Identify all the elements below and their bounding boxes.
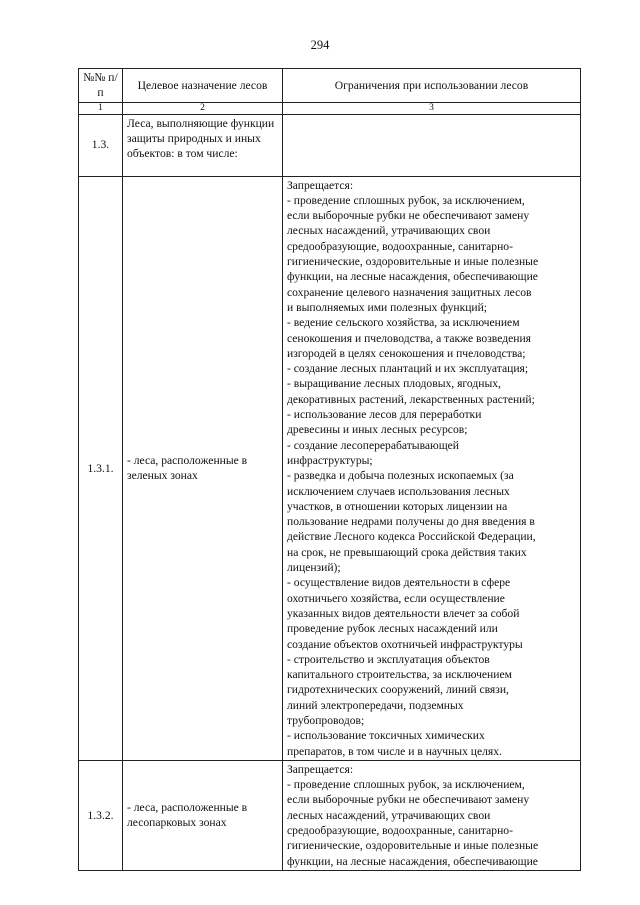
restriction-line: сохранение целевого назначения защитных лесов — [287, 285, 532, 299]
restriction-line: функции, на лесные насаждения, обеспечивающие — [287, 270, 538, 284]
restriction-line: на срок, не превышающий срока действия таких — [287, 545, 527, 559]
restriction-line: средообразующие, водоохранные, санитарно- — [287, 239, 513, 253]
restriction-line: Запрещается: — [287, 178, 354, 192]
header-purpose: Целевое назначение лесов — [123, 69, 283, 103]
restriction-line: гигиенические, оздоровительные и иные полезные — [287, 839, 539, 853]
restriction-line: - создание лесоперерабатывающей — [287, 438, 459, 452]
row-number: 1.3. — [79, 114, 123, 176]
restriction-line: - ведение сельского хозяйства, за исключением — [287, 316, 520, 330]
restriction-line: - строительство и эксплуатация объектов — [287, 652, 490, 666]
numbering-2: 2 — [123, 102, 283, 114]
numbering-3: 3 — [283, 102, 581, 114]
header-restrictions: Ограничения при использовании лесов — [283, 69, 581, 103]
row-restrictions — [283, 114, 581, 176]
restriction-line: если выборочные рубки не обеспечивают замену — [287, 209, 530, 223]
restriction-line: участков, в отношении которых лицензии на — [287, 499, 508, 513]
restriction-line: лесных насаждений, утрачивающих свои — [287, 808, 491, 822]
row-restrictions — [283, 176, 581, 760]
restriction-line: - проведение сплошных рубок, за исключением, — [287, 193, 525, 207]
restriction-line: - разведка и добыча полезных ископаемых (за — [287, 469, 514, 483]
restriction-line: лицензий); — [287, 561, 341, 575]
restriction-line: древесины и иных лесных ресурсов; — [287, 423, 468, 437]
row-purpose: - леса, расположенные в лесопарковых зонах — [123, 760, 283, 870]
restriction-line: - использование лесов для переработки — [287, 408, 482, 422]
restriction-line: проведение рубок лесных насаждений или — [287, 622, 498, 636]
forest-restrictions-table — [78, 68, 581, 871]
restriction-line: лесных насаждений, утрачивающих свои — [287, 224, 491, 238]
restriction-line: средообразующие, водоохранные, санитарно- — [287, 824, 513, 838]
restriction-line: исключением случаев использования лесных — [287, 484, 510, 498]
restriction-line: - создание лесных плантаций и их эксплуатация; — [287, 362, 529, 376]
restriction-line: создание объектов охотничьей инфраструктуры — [287, 637, 523, 651]
restriction-line: действие Лесного кодекса Российской Федерации, — [287, 530, 536, 544]
restriction-line: инфраструктуры; — [287, 453, 373, 467]
restriction-line: и выполняемых ими полезных функций; — [287, 300, 488, 314]
restriction-line: капитального строительства, за исключением — [287, 668, 512, 682]
row-number: 1.3.1. — [79, 176, 123, 760]
header-number: №№ п/п — [79, 69, 123, 103]
restriction-line: линий электропередачи, подземных — [287, 698, 464, 712]
numbering-1: 1 — [79, 102, 123, 114]
restriction-line: Запрещается: — [287, 762, 354, 776]
restriction-line: если выборочные рубки не обеспечивают замену — [287, 793, 530, 807]
column-numbering-row — [79, 102, 581, 114]
restriction-line: указанных видов деятельности влечет за собой — [287, 606, 520, 620]
restriction-line: - использование токсичных химических — [287, 729, 485, 743]
row-restrictions — [283, 760, 581, 870]
restriction-line: охотничьего хозяйства, если осуществление — [287, 591, 505, 605]
table-header-row — [79, 69, 581, 103]
restriction-line: гидротехнических сооружений, линий связи, — [287, 683, 509, 697]
restriction-line: функции, на лесные насаждения, обеспечивающие — [287, 854, 538, 868]
restriction-line: - выращивание лесных плодовых, ягодных, — [287, 377, 501, 391]
table-row — [79, 760, 581, 870]
restriction-line: пользование недрами получены до дня введения в — [287, 515, 535, 529]
restriction-line: гигиенические, оздоровительные и иные полезные — [287, 255, 539, 269]
restriction-line: сенокошения и пчеловодства, а также возведения — [287, 331, 531, 345]
table-row — [79, 176, 581, 760]
restriction-line: - проведение сплошных рубок, за исключением, — [287, 778, 525, 792]
restriction-line: изгородей в целях сенокошения и пчеловодства; — [287, 346, 526, 360]
table-row — [79, 114, 581, 176]
row-purpose: - леса, расположенные в зеленых зонах — [123, 176, 283, 760]
page-number: 294 — [310, 38, 330, 52]
restriction-line: препаратов, в том числе и в научных целях. — [287, 744, 502, 758]
restriction-line: трубопроводов; — [287, 713, 365, 727]
row-purpose: Леса, выполняющие функции защиты природных и иных объектов: в том числе: — [123, 114, 283, 176]
restriction-line: декоративных растений, лекарственных растений; — [287, 392, 535, 406]
restriction-line: - осуществление видов деятельности в сфере — [287, 576, 511, 590]
row-number: 1.3.2. — [79, 760, 123, 870]
